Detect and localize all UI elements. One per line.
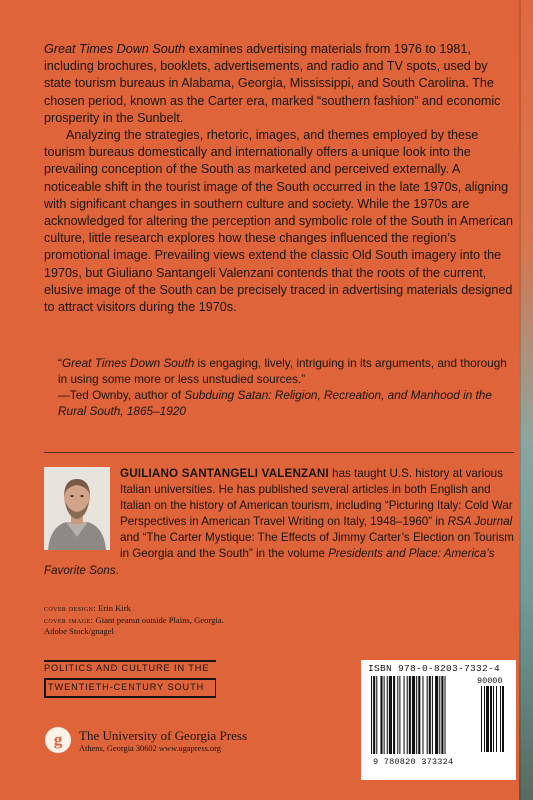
- series-logo: [44, 660, 219, 698]
- author-bio: GUILIANO SANTANGELI VALENZANI has taught U.S. history at various Italian universities. He has published several articles in both English and Italian on the history of American tourism, including “Picturing Italy: Cold War Perspectives in American Travel Writing on Italy, 1948–1960” in RSA Journal and “The Carter Mystique: The Effects of Jimmy Carter’s Election on Tourism in Georgia and the South” in the volume Presidents and Place: America’s Favorite Sons.: [44, 467, 514, 577]
- journal-title: RSA Journal: [447, 515, 513, 529]
- description-paragraph-2: Analyzing the strategies, rhetoric, images, and themes employed by these tourism bureaus domestically and internationally offers a unique look into the prevailing conception of the South as marketed and perceived externally. A noticeable shift in the tourist image of the South occurred in the late 1970s, aligning with significant changes in southern culture and society. While the 1970s are acknowledged for altering the perception and symbolic role of the South in American culture, little research explores how these changes influenced the region’s promotional image. Prevailing views extend the classic Old South imagery into the 1970s, but Giuliano Santangeli Valenzani contends that the roots of the current, elusive image of the South can be precisely traced in advertising materials designed to attract visitors during the 1970s.: [44, 128, 514, 315]
- volume-title: Presidents and Place: America’s Favorite Sons: [44, 547, 495, 577]
- press-address: Athens, Georgia 30602 www.ugapress.org: [79, 744, 221, 753]
- barcode-digits: 9 780820 373324: [373, 757, 454, 767]
- cover-credits: [44, 603, 344, 638]
- series-rule: [44, 660, 216, 662]
- barcode-bars: [371, 676, 511, 758]
- cover-design-credit: cover design: Erin Kirk: [44, 603, 131, 613]
- blurb-author: Ted Ownby: [69, 388, 128, 402]
- press-logo-icon: [44, 726, 72, 754]
- section-divider: [44, 452, 514, 453]
- description-paragraph-1: Great Times Down South examines advertising materials from 1976 to 1981, including brochures, booklets, advertisements, and radio and TV spots, used by state tourism bureaus in Alabama, Georgia, Mississippi, and South Carolina. The chosen period, known as the Carter era, marked “southern fashion” and economic prosperity in the Sunbelt.: [44, 42, 501, 125]
- series-rule: [44, 678, 216, 680]
- blurb-book-title: Great Times Down South: [61, 356, 195, 370]
- press-logo-letter: g: [53, 730, 63, 749]
- cover-image-credit: cover image: Giant peanut outside Plains, Georgia.: [44, 614, 224, 625]
- blurb-attribution: —Ted Ownby, author of Subduing Satan: Religion, Recreation, and Manhood in the Rural South, 1865–1920: [58, 388, 492, 418]
- author-name: GUILIANO SANTANGELI VALENZANI: [120, 467, 329, 480]
- series-rule: [215, 678, 217, 698]
- spine-edge-strip: [519, 0, 533, 800]
- series-line-2: TWENTIETH-CENTURY SOUTH: [48, 682, 205, 692]
- photo-spacer: [44, 466, 120, 550]
- endorsement-blurb: “Great Times Down South is engaging, lively, intriguing in its arguments, and thorough in using some more or less unstudied sources.” —Ted Ownby, author of Subduing Satan: Religion, Recreation, and Manhood in the Rural South, 1865–1920: [58, 355, 513, 419]
- cover-image-source: Adobe Stock/gnagel: [44, 626, 114, 636]
- series-line-1: POLITICS AND CULTURE IN THE: [44, 663, 210, 673]
- blurb-text: is engaging, lively, intriguing in its arguments, and thorough in using some more or less unstudied sources.”: [58, 356, 507, 386]
- price-code: 90000: [477, 676, 503, 686]
- isbn-label: ISBN 978-0-8203-7332-4: [368, 663, 501, 674]
- series-rule: [44, 696, 216, 698]
- cover-design-label: cover design:: [44, 603, 97, 613]
- blurb-author-book: Subduing Satan: Religion, Recreation, and Manhood in the Rural South, 1865–1920: [58, 388, 492, 418]
- book-description: [44, 41, 514, 316]
- press-name: The University of Georgia Press: [79, 728, 248, 743]
- cover-image-label: cover image:: [44, 614, 94, 625]
- book-title: Great Times Down South: [44, 42, 186, 56]
